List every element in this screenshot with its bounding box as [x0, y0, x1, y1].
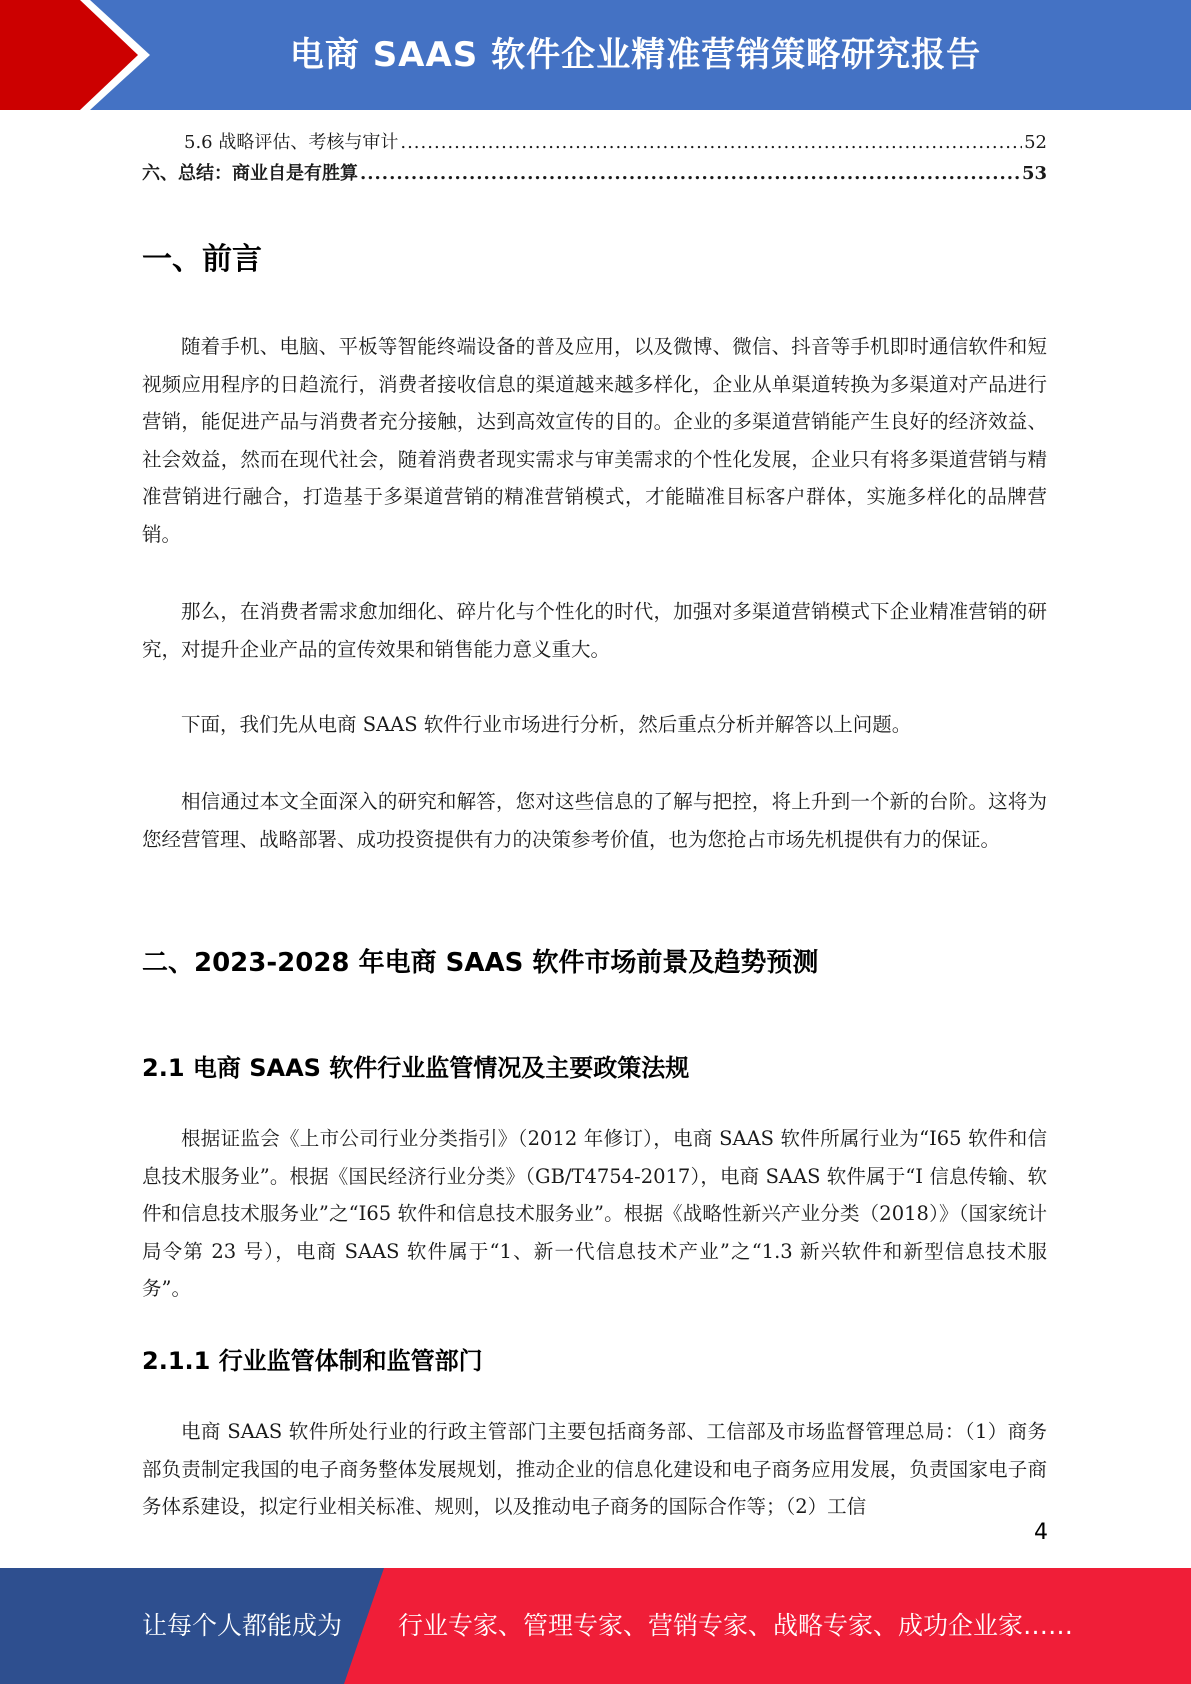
- report-title: 电商 SAAS 软件企业精准营销策略研究报告: [289, 35, 982, 75]
- page-number: 4: [1034, 1520, 1048, 1545]
- foreword-paragraph: 下面，我们先从电商 SAAS 软件行业市场进行分析，然后重点分析并解答以上问题。: [181, 713, 912, 736]
- subsection-paragraph: 电商 SAAS 软件所处行业的行政主管部门主要包括商务部、工信部及市场监督管理总局：（1）商务部负责制定我国的电子商务整体发展规划，推动企业的信息化建设和电子商务应用发展，负责国家电子商务体系建设，拟定行业相关标准、规则，以及推动电子商务的国际合作等；（2）工信: [142, 1420, 1047, 1518]
- toc-leader-dots: [400, 131, 1022, 155]
- toc-leader-dots: [360, 162, 1020, 186]
- page-footer: [0, 1568, 1191, 1684]
- section-paragraph: 根据证监会《上市公司行业分类指引》（2012 年修订），电商 SAAS 软件所属行业为“I65 软件和信息技术服务业”。根据《国民经济行业分类》（GB/T4754-2017），电商 SAAS 软件属于“I 信息传输、软件和信息技术服务业”之“I65 软件和信息技术服务业”。根据《战略性新兴产业分类（2018）》（国家统计局令第 23 号），电商 SAAS 软件属于“1、新一代信息技术产业”之“1.3 新兴软件和新型信息技术服务”。: [142, 1127, 1047, 1300]
- footer-slogan-right: 行业专家、管理专家、营销专家、战略专家、成功企业家……: [398, 1611, 1074, 1640]
- chapter-heading: 二、2023-2028 年电商 SAAS 软件市场前景及趋势预测: [142, 948, 819, 978]
- foreword-paragraph: 那么，在消费者需求愈加细化、碎片化与个性化的时代，加强对多渠道营销模式下企业精准营销的研究，对提升企业产品的宣传效果和销售能力意义重大。: [142, 600, 1047, 661]
- toc-entry[interactable]: [142, 131, 1047, 155]
- toc-entry-page: 52: [1024, 132, 1047, 153]
- foreword-paragraph: 相信通过本文全面深入的研究和解答，您对这些信息的了解与把控，将上升到一个新的台阶。这将为您经营管理、战略部署、成功投资提供有力的决策参考价值，也为您抢占市场先机提供有力的保证。: [142, 790, 1047, 851]
- toc-entry-page: 53: [1021, 163, 1047, 184]
- toc-entry-label: 5.6 战略评估、考核与审计: [184, 132, 399, 153]
- footer-slogan-left: 让每个人都能成为: [142, 1611, 343, 1640]
- section-heading: 2.1 电商 SAAS 软件行业监管情况及主要政策法规: [142, 1054, 690, 1082]
- foreword-paragraph: 随着手机、电脑、平板等智能终端设备的普及应用，以及微博、微信、抖音等手机即时通信软件和短视频应用程序的日趋流行，消费者接收信息的渠道越来越多样化，企业从单渠道转换为多渠道对产品进行营销，能促进产品与消费者充分接触，达到高效宣传的目的。企业的多渠道营销能产生良好的经济效益、社会效益，然而在现代社会，随着消费者现实需求与审美需求的个性化发展，企业只有将多渠道营销与精准营销进行融合，打造基于多渠道营销的精准营销模式，才能瞄准目标客户群体，实施多样化的品牌营销。: [142, 335, 1047, 546]
- subsection-heading: 2.1.1 行业监管体制和监管部门: [142, 1347, 483, 1375]
- page-header: [0, 0, 1191, 110]
- toc-entry-label: 六、总结：商业自是有胜算: [142, 163, 358, 184]
- foreword-heading: 一、前言: [142, 242, 262, 277]
- toc-entry[interactable]: [142, 162, 1047, 186]
